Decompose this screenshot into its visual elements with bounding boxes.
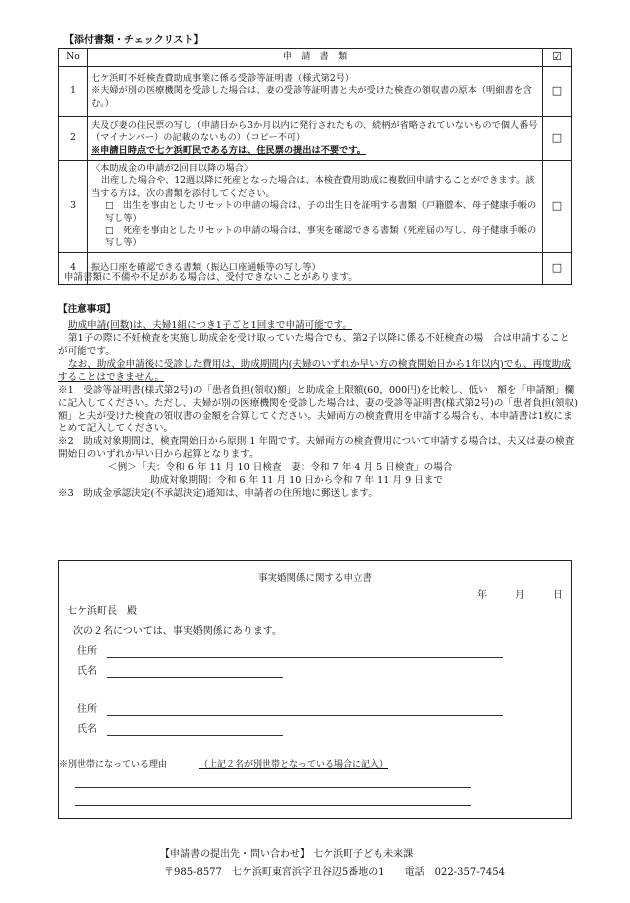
reason-field-1[interactable] xyxy=(75,787,471,788)
table-header-row xyxy=(59,49,572,67)
addressee: 七ケ浜町長 殿 xyxy=(67,606,137,617)
table-row xyxy=(59,116,572,160)
name-field-1[interactable] xyxy=(107,677,283,678)
caution-section xyxy=(58,304,578,501)
table-row xyxy=(59,66,572,116)
attachments-title: 【添付書類・チェックリスト】 xyxy=(64,35,204,46)
date-day: 日 xyxy=(553,590,563,601)
row-text: 出産した場合や、12週以降に死産となった場合は、本検査費用助成に複数回申請することができます。該当する方は、次の書類を添付してください。 xyxy=(91,175,535,199)
declaration-title: 事実婚関係に関する申立書 xyxy=(257,573,372,584)
footer-address: 〒985-8577 七ケ浜町東宮浜字丑谷辺5番地の1 電話 022-357-7454 xyxy=(164,867,506,878)
row-text: 〈本助成金の申請が2回目以降の場合〉 xyxy=(91,162,254,174)
declaration-box xyxy=(58,560,572,819)
row-content xyxy=(88,66,543,116)
row-content xyxy=(88,116,543,160)
reason-field-2[interactable] xyxy=(75,805,471,806)
row-checkbox[interactable]: □ xyxy=(543,252,572,284)
table-row xyxy=(59,160,572,252)
row-no: 3 xyxy=(59,160,88,252)
row-no: 1 xyxy=(59,66,88,116)
date-year: 年 xyxy=(477,590,487,601)
name-field-2[interactable] xyxy=(107,735,283,736)
caution-p2: 第1子の際に不妊検査を実施し助成金を受け取っていた場合でも、第2子以降に係る不妊検査の場 合は申請することが可能です。 xyxy=(58,332,570,357)
row-checkbox[interactable]: □ xyxy=(543,66,572,116)
caution-note-1: ※1 受診等証明書(様式第2号)の「患者負担(領収)額」と助成金上限額(60，000円)を比較し、低い 額を「申請額」欄に記入してください。ただし、夫婦が別の医療機関を受診した場合は、妻の受診等証明書(様式第2号)の「患者負担(領収)額」と夫が受けた検査の領収書の金額を合算してください。夫婦両方の検査費用を申請する場合も、本申請書は1枚にまとめて記入してください。 xyxy=(58,384,578,435)
attachments-note: 申請書類に不備や不足がある場合は、受付できないことがあります。 xyxy=(64,272,358,283)
header-name: 申 請 書 類 xyxy=(88,49,543,67)
caution-title: 【注意事項】 xyxy=(58,304,116,315)
caution-example-2: 助成対象期間：令和 6 年 11 月 10 日から令和 7 年 11 月 9 日まで xyxy=(150,475,443,487)
row-text: □ 死産を事由としたリセットの申請の場合は、事実を確認できる書類（死産届の写し、母子健康手帳の写し等） xyxy=(105,224,537,249)
row-text: ※申請日時点で七ケ浜町民である方は、住民票の提出は不要です。 xyxy=(91,144,366,156)
declaration-intro: 次の２名については、事実婚関係にあります。 xyxy=(73,626,282,637)
row-text: ※夫婦が別の医療機関を受診した場合は、妻の受診等証明書と夫が受けた検査の領収書の原本（明細書を含む。） xyxy=(91,85,532,109)
checklist-table xyxy=(58,48,572,285)
row-no: 2 xyxy=(59,116,88,160)
row-text: 七ケ浜町不妊検査費助成事業に係る受診等証明書（様式第2号） xyxy=(91,72,355,84)
caution-note-3: ※3 助成金承認決定(不承認決定)通知は、申請者の住所地に郵送します。 xyxy=(58,488,378,500)
row-text: □ 出生を事由としたリセットの申請の場合は、子の出生日を証明する書類（戸籍謄本、母子健康手帳の写し等） xyxy=(105,200,537,224)
row-text: 夫及び妻の住民票の写し（申請日から3か月以内に発行されたもの、続柄が省略されていないもので個人番号（マイナンバー）の記載のないもの）（コピー不可） xyxy=(91,119,538,144)
caution-p3: なお、助成金申請後に受診した費用は、助成期間内(夫婦のいずれか早い方の検査開始日から1年以内)でも、再度助成することはできません。 xyxy=(58,358,571,383)
caution-p1: 助成申請(回数)は、夫婦1組につき1子ごと1回まで申請可能です。 xyxy=(68,319,352,331)
address-label-2: 住所 xyxy=(77,704,97,715)
caution-example-1: ＜例＞「夫：令和 6 年 11 月 10 日検査 妻：令和 7 年 4 月 5 日検査」の場合 xyxy=(108,462,453,474)
caution-note-2: ※2 助成対象期間は、検査開始日から原則 1 年間です。夫婦両方の検査費用について申請する場合は、夫又は妻の検査開始日のいずれか早い日から起算となります。 xyxy=(58,436,575,461)
address-field-1[interactable] xyxy=(107,657,503,658)
name-label-2: 氏名 xyxy=(77,724,97,735)
date-month: 月 xyxy=(515,590,525,601)
name-label-1: 氏名 xyxy=(77,666,97,677)
row-no: 4 xyxy=(59,252,88,284)
row-checkbox[interactable]: □ xyxy=(543,116,572,160)
reason-note: （上記２名が別世帯となっている場合に記入） xyxy=(199,760,389,770)
row-checkbox[interactable]: □ xyxy=(543,160,572,252)
footer-contact: 【申請書の提出先・問い合わせ】 七ケ浜町子ども未来課 xyxy=(160,849,414,860)
address-label-1: 住所 xyxy=(77,646,97,657)
header-no: No xyxy=(59,49,88,67)
row-text: 振込口座を確認できる書類（振込口座通帳等の写し等） xyxy=(91,262,321,274)
row-content xyxy=(88,160,543,252)
address-field-2[interactable] xyxy=(107,715,503,716)
header-check: ☑ xyxy=(543,49,572,67)
reason-label: ※別世帯になっている理由 xyxy=(59,760,168,770)
